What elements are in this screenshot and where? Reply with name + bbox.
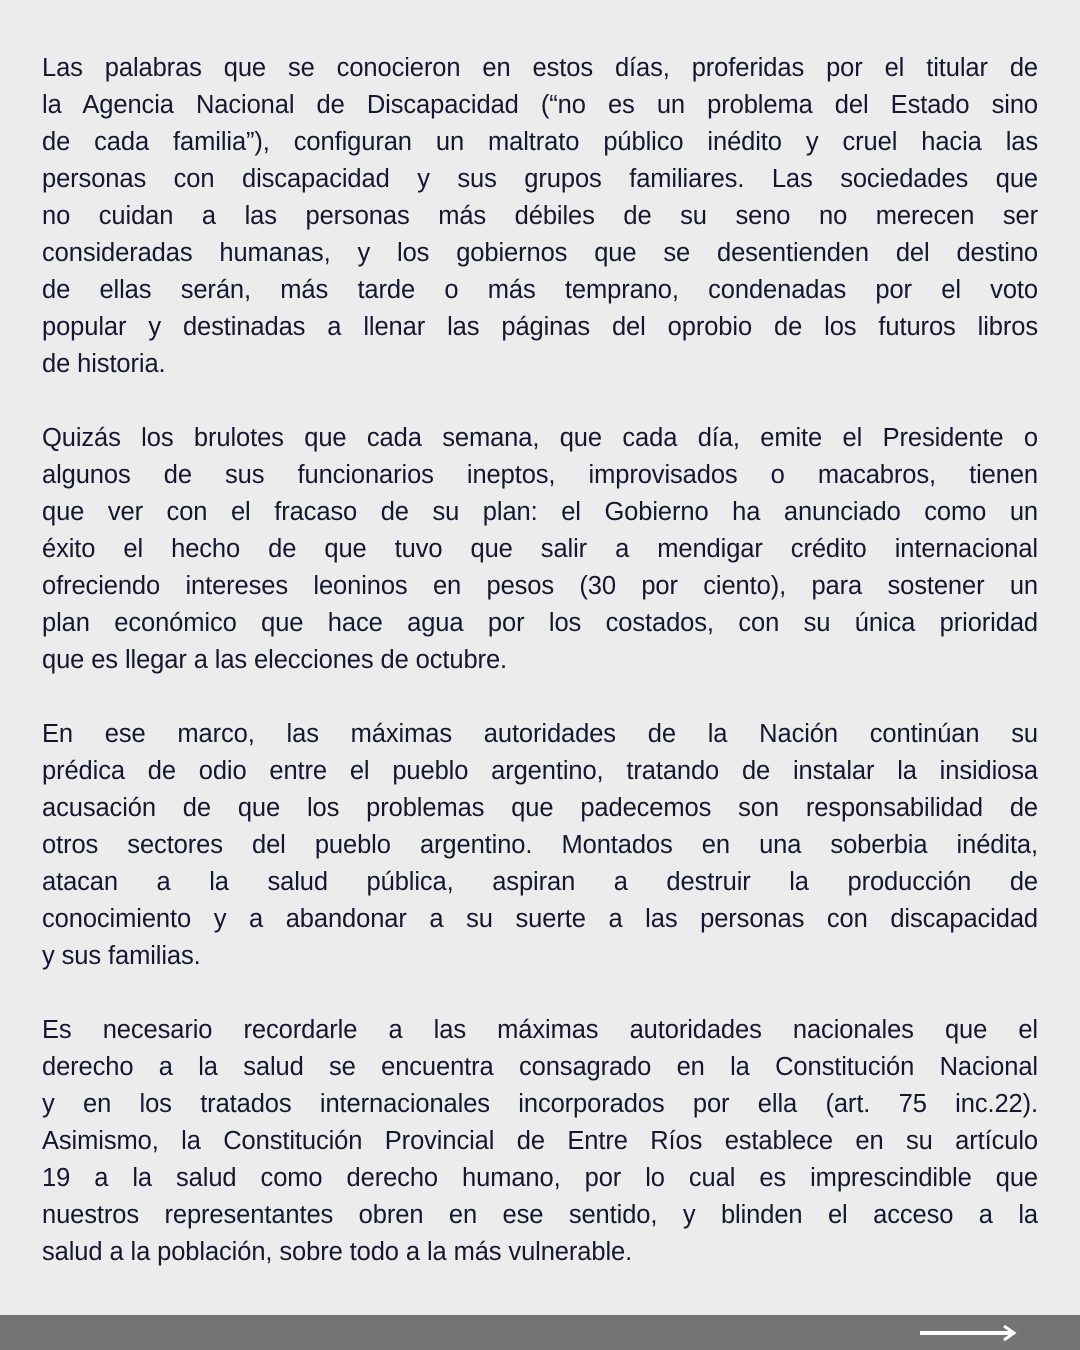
text-line: éxito el hecho de que tuvo que salir a mendigar crédito internacional (42, 535, 1038, 563)
paragraph-1 (42, 50, 1038, 383)
text-line: prédica de odio entre el pueblo argentino, tratando de instalar la insidiosa (42, 757, 1038, 785)
text-line: no cuidan a las personas más débiles de su seno no merecen ser (42, 202, 1038, 230)
text-line: de historia. (42, 350, 166, 378)
paragraph-2 (42, 420, 1038, 679)
text-line: popular y destinadas a llenar las páginas del oprobio de los futuros libros (42, 313, 1038, 341)
text-line: la Agencia Nacional de Discapacidad (“no es un problema del Estado sino (42, 91, 1038, 119)
footer-bar (0, 1315, 1080, 1350)
text-line: Quizás los brulotes que cada semana, que cada día, emite el Presidente o (42, 424, 1038, 452)
paragraph-4 (42, 1012, 1038, 1271)
text-line: Asimismo, la Constitución Provincial de Entre Ríos establece en su artículo (42, 1127, 1038, 1155)
paragraph-3 (42, 716, 1038, 975)
text-line: algunos de sus funcionarios ineptos, improvisados o macabros, tienen (42, 461, 1038, 489)
arrow-right-icon[interactable] (918, 1323, 1018, 1343)
text-line: de cada familia”), configuran un maltrato público inédito y cruel hacia las (42, 128, 1038, 156)
text-line: plan económico que hace agua por los costados, con su única prioridad (42, 609, 1038, 637)
text-line: nuestros representantes obren en ese sentido, y blinden el acceso a la (42, 1201, 1038, 1229)
text-line: y en los tratados internacionales incorporados por ella (art. 75 inc.22). (42, 1090, 1038, 1118)
text-line: Es necesario recordarle a las máximas autoridades nacionales que el (42, 1016, 1038, 1044)
text-line: que ver con el fracaso de su plan: el Gobierno ha anunciado como un (42, 498, 1038, 526)
text-line: consideradas humanas, y los gobiernos que se desentienden del destino (42, 239, 1038, 267)
text-line: otros sectores del pueblo argentino. Montados en una soberbia inédita, (42, 831, 1038, 859)
article-body (42, 50, 1038, 1308)
text-line: derecho a la salud se encuentra consagrado en la Constitución Nacional (42, 1053, 1038, 1081)
text-line: Las palabras que se conocieron en estos días, proferidas por el titular de (42, 54, 1038, 82)
text-line: 19 a la salud como derecho humano, por lo cual es imprescindible que (42, 1164, 1038, 1192)
text-line: En ese marco, las máximas autoridades de la Nación continúan su (42, 720, 1038, 748)
text-line: personas con discapacidad y sus grupos familiares. Las sociedades que (42, 165, 1038, 193)
text-line: salud a la población, sobre todo a la más vulnerable. (42, 1238, 633, 1266)
text-line: y sus familias. (42, 942, 201, 970)
text-line: atacan a la salud pública, aspiran a destruir la producción de (42, 868, 1038, 896)
text-line: acusación de que los problemas que padecemos son responsabilidad de (42, 794, 1038, 822)
text-line: de ellas serán, más tarde o más temprano, condenadas por el voto (42, 276, 1038, 304)
text-line: ofreciendo intereses leoninos en pesos (30 por ciento), para sostener un (42, 572, 1038, 600)
text-line: conocimiento y a abandonar a su suerte a las personas con discapacidad (42, 905, 1038, 933)
text-line: que es llegar a las elecciones de octubre. (42, 646, 508, 674)
